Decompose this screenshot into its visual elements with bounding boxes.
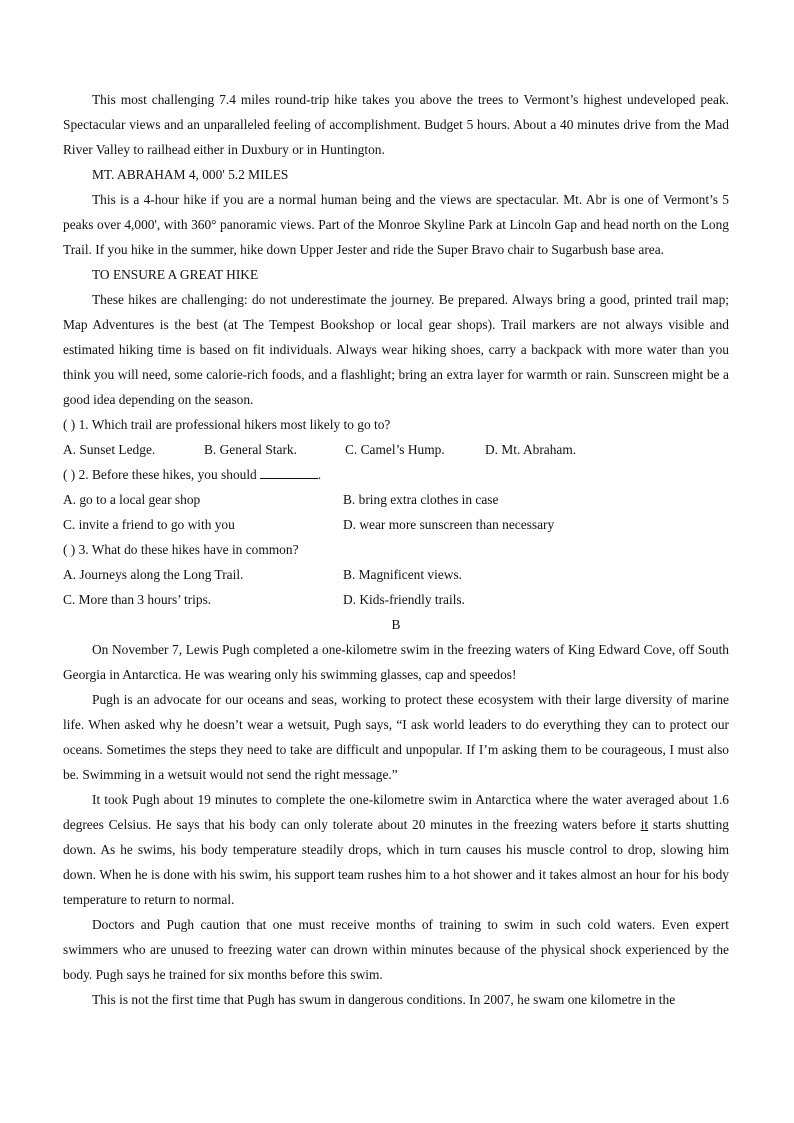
question-3-stem: ( ) 3. What do these hikes have in common? bbox=[63, 542, 299, 557]
question-1-options bbox=[63, 437, 729, 462]
section-b-label: B bbox=[391, 617, 401, 632]
passage-a-intro: This most challenging 7.4 miles round-trip hike takes you above the trees to Vermont’s highest undeveloped peak. Spectacular views and an unparalleled feeling of accomplishment. Budget 5 hours. About a 40 minutes drive from the Mad River Valley to railhead either in Duxbury or in Huntington. bbox=[63, 92, 729, 157]
q1-option-d: D. Mt. Abraham. bbox=[485, 442, 577, 457]
q1-option-b: B. General Stark. bbox=[204, 442, 297, 457]
question-2-options-cd bbox=[63, 512, 729, 537]
passage-b-p2: Pugh is an advocate for our oceans and seas, working to protect these ecosystem with their large diversity of marine life. When asked why he doesn’t wear a wetsuit, Pugh says, “I ask world leaders to do everything they can to protect our oceans. Sometimes the steps they need to take are difficult and unpopular. If I’m asking them to be courageous, I must also be. Swimming in a wetsuit would not send the right message.” bbox=[63, 692, 729, 782]
p3-text-after: starts shutting down. As he swims, his body temperature steadily drops, which in turn causes his muscle control to drop, slowing him down. When he is done with his swim, his support team rushes him to a hot shower and it takes almost an hour for his body temperature to return to normal. bbox=[63, 817, 729, 907]
underlined-word-it: it bbox=[640, 817, 649, 832]
q2-option-a: A. go to a local gear shop bbox=[63, 492, 201, 507]
passage-a-ensure: These hikes are challenging: do not underestimate the journey. Be prepared. Always bring a good, printed trail map; Map Adventures is the best (at The Tempest Bookshop or local gear shops). Trail markers are not always visible and estimated hiking time is based on fit individuals. Always wear hiking shoes, carry a backpack with more water than you think you will need, some calorie-rich foods, and a flashlight; bring an extra layer for warmth or rain. Sunscreen might be a good idea depending on the season. bbox=[63, 292, 729, 407]
heading-mt-abraham: MT. ABRAHAM 4, 000' 5.2 MILES bbox=[92, 167, 289, 182]
answer-blank bbox=[260, 464, 318, 479]
q3-option-c: C. More than 3 hours’ trips. bbox=[63, 592, 212, 607]
document-page bbox=[63, 87, 729, 1012]
p3-text-before: It took Pugh about 19 minutes to complete the one-kilometre swim in Antarctica where the water averaged about 1.6 degrees Celsius. He says that his body can only tolerate about 20 minutes in the freezing waters before bbox=[63, 792, 729, 832]
q2-stem-text: ( ) 2. Before these hikes, you should bbox=[63, 467, 257, 482]
q2-option-b: B. bring extra clothes in case bbox=[343, 492, 499, 507]
q1-option-a: A. Sunset Ledge. bbox=[63, 442, 156, 457]
q2-option-c: C. invite a friend to go with you bbox=[63, 517, 235, 532]
heading-ensure-great-hike: TO ENSURE A GREAT HIKE bbox=[92, 267, 259, 282]
passage-b-p1: On November 7, Lewis Pugh completed a one-kilometre swim in the freezing waters of King Edward Cove, off South Georgia in Antarctica. He was wearing only his swimming glasses, cap and speedos! bbox=[63, 642, 729, 682]
question-2-stem: ( ) 2. Before these hikes, you should . bbox=[63, 462, 729, 487]
question-1-stem: ( ) 1. Which trail are professional hikers most likely to go to? bbox=[63, 417, 391, 432]
question-3-options-cd bbox=[63, 587, 729, 612]
passage-a-abraham: This is a 4-hour hike if you are a normal human being and the views are spectacular. Mt. Abr is one of Vermont’s 5 peaks over 4,000', with 360° panoramic views. Part of the Monroe Skyline Park at Lincoln Gap and head north on the Long Trail. If you hike in the summer, hike down Upper Jester and ride the Super Bravo chair to Sugarbush base area. bbox=[63, 192, 729, 257]
question-2-options-ab bbox=[63, 487, 729, 512]
q1-option-c: C. Camel’s Hump. bbox=[345, 442, 445, 457]
q3-option-a: A. Journeys along the Long Trail. bbox=[63, 567, 244, 582]
passage-b-p4: Doctors and Pugh caution that one must receive months of training to swim in such cold waters. Even expert swimmers who are unused to freezing water can drown within minutes because of the physical shock experienced by the body. Pugh says he trained for six months before this swim. bbox=[63, 917, 729, 982]
q3-option-b: B. Magnificent views. bbox=[343, 567, 463, 582]
passage-b-p3 bbox=[63, 787, 729, 912]
passage-b-p5: This is not the first time that Pugh has swum in dangerous conditions. In 2007, he swam one kilometre in the bbox=[92, 992, 676, 1007]
q2-option-d: D. wear more sunscreen than necessary bbox=[343, 517, 555, 532]
q3-option-d: D. Kids-friendly trails. bbox=[343, 592, 465, 607]
question-3-options-ab bbox=[63, 562, 729, 587]
